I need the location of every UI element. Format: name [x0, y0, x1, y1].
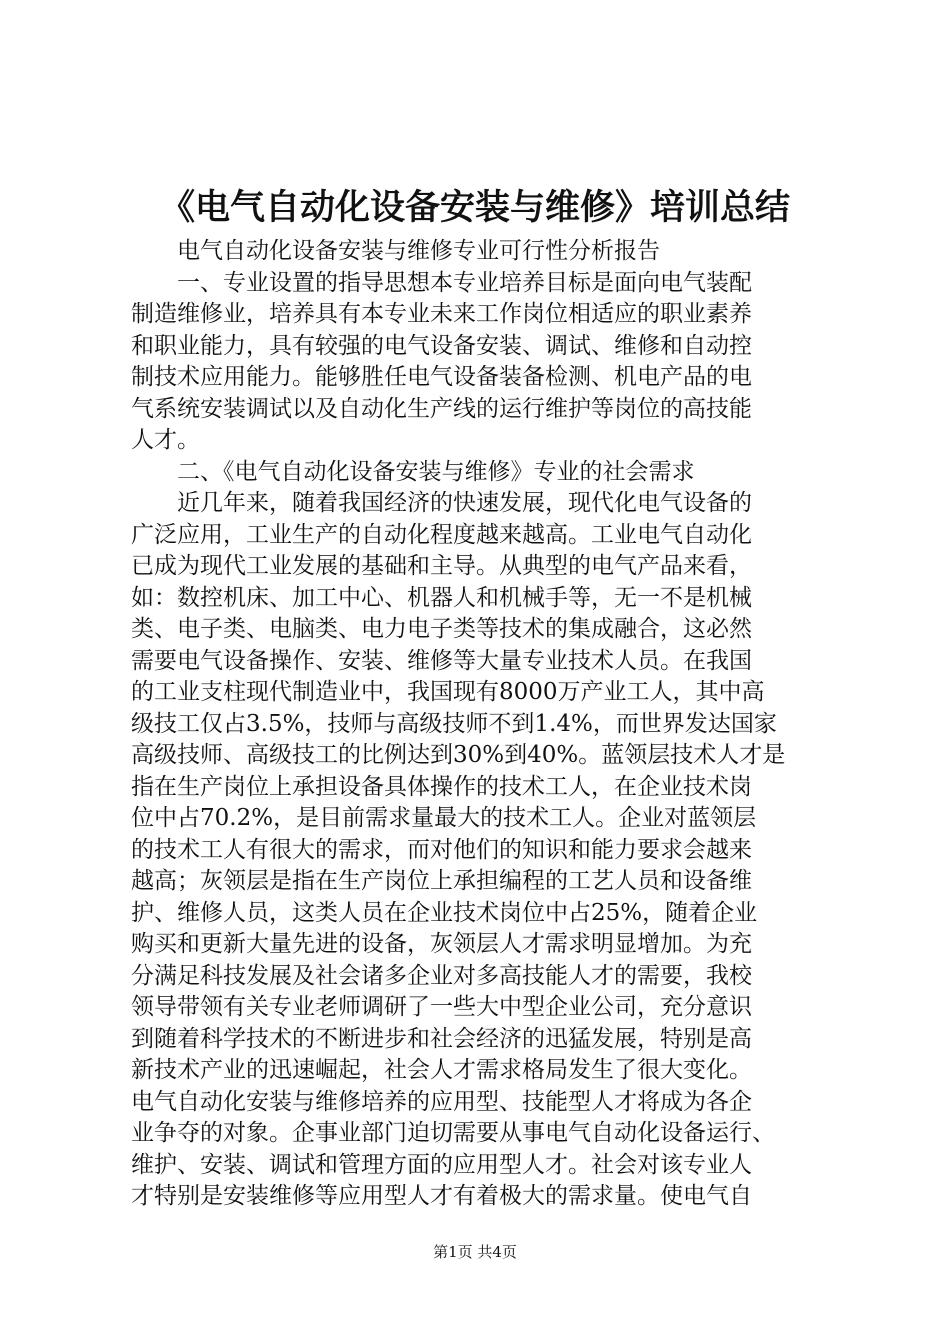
text-line: 电气自动化设备安装与维修专业可行性分析报告: [131, 238, 660, 264]
text-line: 的技术工人有很大的需求，而对他们的知识和能力要求会越来: [131, 836, 752, 863]
text-line: 越高；灰领层是指在生产岗位上承担编程的工艺人员和设备维: [131, 868, 752, 894]
text-line: 制造维修业，培养具有本专业未来工作岗位相适应的职业素养: [131, 301, 752, 327]
text-line: 的工业支柱现代制造业中，我国现有8000万产业工人，其中高: [131, 679, 765, 705]
text-line: 分满足科技发展及社会诸多企业对多高技能人才的需要，我校: [131, 962, 752, 989]
text-line: 级技工仅占3.5%，技师与高级技师不到1.4%，而世界发达国家: [131, 710, 777, 737]
text-line: 维护、安装、调试和管理方面的应用型人才。社会对该专业人: [131, 1151, 752, 1178]
text-line: 制技术应用能力。能够胜任电气设备装备检测、机电产品的电: [131, 364, 752, 390]
text-line: 购买和更新大量先进的设备，灰领层人才需求明显增加。为充: [131, 931, 752, 957]
text-line: 电气自动化安装与维修培养的应用型、技能型人才将成为各企: [131, 1088, 752, 1115]
text-line: 位中占70.2%，是目前需求量最大的技术工人。企业对蓝领层: [131, 805, 757, 831]
text-line: 气系统安装调试以及自动化生产线的运行维护等岗位的高技能: [131, 395, 752, 422]
text-line: 人才。: [131, 427, 200, 453]
text-line: 二、《电气自动化设备安装与维修》专业的社会需求: [131, 458, 695, 485]
text-line: 需要电气设备操作、安装、维修等大量专业技术人员。在我国: [131, 647, 752, 674]
text-line: 一、专业设置的指导思想本专业培养目标是面向电气装配: [131, 269, 752, 296]
text-line: 和职业能力，具有较强的电气设备安装、调试、维修和自动控: [131, 332, 752, 359]
page-indicator: 第1页 共4页: [433, 1243, 517, 1261]
document-title: 《电气自动化设备安装与维修》培训总结: [159, 187, 790, 228]
text-line: 如：数控机床、加工中心、机器人和机械手等，无一不是机械: [131, 584, 752, 611]
text-line: 类、电子类、电脑类、电力电子类等技术的集成融合，这必然: [131, 616, 752, 642]
text-line: 护、维修人员，这类人员在企业技术岗位中占25%，随着企业: [131, 899, 758, 926]
text-line: 近几年来，随着我国经济的快速发展，现代化电气设备的: [131, 490, 752, 516]
text-line: 高级技师、高级技工的比例达到30%到40%。蓝领层技术人才是: [131, 742, 786, 768]
text-line: 领导带领有关专业老师调研了一些大中型企业公司，充分意识: [131, 994, 752, 1020]
text-line: 指在生产岗位上承担设备具体操作的技术工人，在企业技术岗: [131, 773, 752, 800]
text-line: 已成为现代工业发展的基础和主导。从典型的电气产品来看，: [131, 553, 752, 579]
text-line: 到随着科学技术的不断进步和社会经济的迅猛发展，特别是高: [131, 1025, 752, 1052]
text-line: 新技术产业的迅速崛起，社会人才需求格局发生了很大变化。: [131, 1057, 752, 1083]
text-line: 才特别是安装维修等应用型人才有着极大的需求量。使电气自: [131, 1183, 752, 1209]
text-line: 广泛应用，工业生产的自动化程度越来越高。工业电气自动化: [131, 521, 752, 548]
text-line: 业争夺的对象。企事业部门迫切需要从事电气自动化设备运行、: [131, 1120, 775, 1146]
document-body: [131, 236, 831, 1213]
